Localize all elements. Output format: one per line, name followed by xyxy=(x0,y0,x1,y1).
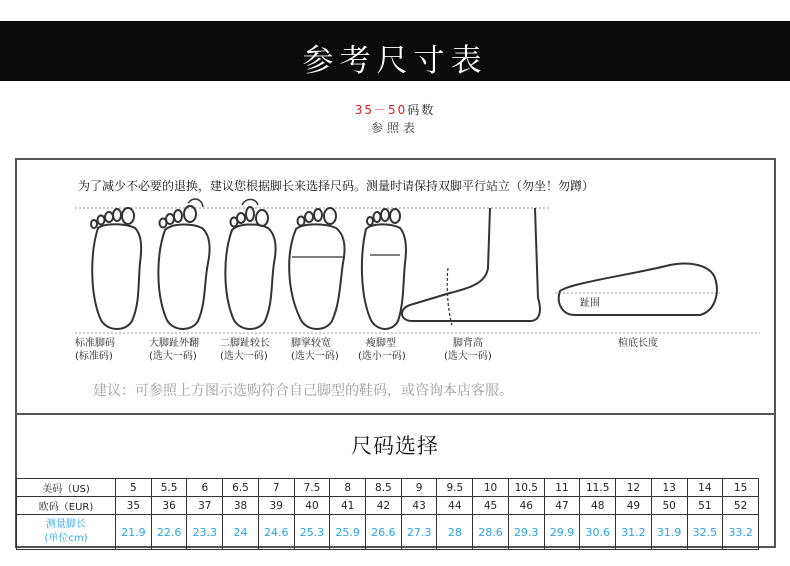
size-cell: 24 xyxy=(223,515,259,550)
size-cell: 48 xyxy=(580,497,616,515)
page-title: 参考尺寸表 xyxy=(302,43,488,79)
size-row-label-text: 欧码（EUR) xyxy=(38,502,94,513)
size-cell: 15 xyxy=(723,479,759,497)
size-cell: 32.5 xyxy=(687,515,723,550)
foot-name-3: 二脚趾较长 xyxy=(220,338,270,349)
size-cell: 22.6 xyxy=(151,515,187,550)
size-cell: 45 xyxy=(473,497,509,515)
foot-advice-3: (选大一码) xyxy=(220,351,268,362)
size-cell: 50 xyxy=(651,497,687,515)
size-cell: 24.6 xyxy=(258,515,294,550)
size-cell: 12 xyxy=(616,479,652,497)
size-cell: 23.3 xyxy=(187,515,223,550)
size-row-label xyxy=(17,515,116,550)
foot-advice-2: (选大一码) xyxy=(149,351,197,362)
length-label: 楦底长度 xyxy=(618,338,658,349)
foot-long-second-toe-icon xyxy=(225,199,275,329)
size-cell: 52 xyxy=(723,497,759,515)
size-cell: 35 xyxy=(116,497,152,515)
size-cell: 33.2 xyxy=(723,515,759,550)
size-cell: 41 xyxy=(330,497,366,515)
size-cell: 31.2 xyxy=(616,515,652,550)
size-cell: 37 xyxy=(187,497,223,515)
size-row-label xyxy=(17,497,116,515)
size-cell: 42 xyxy=(366,497,402,515)
size-cell: 29.9 xyxy=(544,515,580,550)
foot-name-1: 标准脚码 xyxy=(75,338,115,349)
size-table xyxy=(16,478,759,550)
size-cell: 25.9 xyxy=(330,515,366,550)
measure-instruction: 为了减少不必要的退换，建议您根据脚长来选择尺码。测量时请保持双脚平行站立（勿坐！勿蹲） xyxy=(78,179,595,193)
size-cell: 9 xyxy=(401,479,437,497)
size-cell: 11 xyxy=(544,479,580,497)
size-cell: 49 xyxy=(616,497,652,515)
size-cell: 13 xyxy=(651,479,687,497)
size-cell: 6 xyxy=(187,479,223,497)
size-cell: 47 xyxy=(544,497,580,515)
size-row-label xyxy=(17,479,116,497)
size-range-numbers: 35－50 xyxy=(354,103,408,117)
size-cell: 28 xyxy=(437,515,473,550)
size-cell: 43 xyxy=(401,497,437,515)
size-cell: 30.6 xyxy=(580,515,616,550)
size-row-label-text: (单位cm) xyxy=(44,533,88,544)
foot-wide-icon xyxy=(289,208,344,329)
size-cell: 28.6 xyxy=(473,515,509,550)
size-cell: 7.5 xyxy=(294,479,330,497)
size-cell: 44 xyxy=(437,497,473,515)
foot-high-instep-icon xyxy=(402,208,540,325)
purchase-advice: 建议：可参照上方图示选购符合自己脚型的鞋码，或咨询本店客服。 xyxy=(93,383,513,399)
foot-advice-1: (标准码) xyxy=(75,351,113,362)
foot-bunion-icon xyxy=(158,199,209,329)
foot-name-6: 脚背高 xyxy=(453,338,483,349)
size-range xyxy=(0,101,790,118)
size-cell: 5.5 xyxy=(151,479,187,497)
size-cell: 27.3 xyxy=(401,515,437,550)
panel-divider xyxy=(15,413,776,415)
size-cell: 51 xyxy=(687,497,723,515)
size-row-label-text: 美码（US) xyxy=(42,484,90,495)
size-cell: 14 xyxy=(687,479,723,497)
size-cell: 10 xyxy=(473,479,509,497)
size-cell: 8 xyxy=(330,479,366,497)
size-cell: 26.6 xyxy=(366,515,402,550)
size-row-label-text: 测量脚长 xyxy=(46,519,86,530)
foot-advice-5: (选小一码) xyxy=(358,351,406,362)
size-range-suffix: 码数 xyxy=(407,103,436,117)
size-row-len xyxy=(17,515,759,550)
size-cell: 6.5 xyxy=(223,479,259,497)
foot-types-illustration xyxy=(70,193,760,365)
size-cell: 46 xyxy=(508,497,544,515)
foot-name-4: 脚掌较宽 xyxy=(291,338,331,349)
size-cell: 36 xyxy=(151,497,187,515)
size-cell: 39 xyxy=(258,497,294,515)
size-row-eur xyxy=(17,497,759,515)
size-cell: 10.5 xyxy=(508,479,544,497)
title-banner xyxy=(0,21,790,81)
size-range-subtitle: 参照表 xyxy=(370,121,419,135)
foot-name-2: 大脚趾外翻 xyxy=(149,338,199,349)
foot-advice-4: (选大一码) xyxy=(291,351,339,362)
size-row-us xyxy=(17,479,759,497)
foot-standard-icon xyxy=(91,208,141,329)
size-cell: 21.9 xyxy=(116,515,152,550)
size-cell: 40 xyxy=(294,497,330,515)
size-cell: 5 xyxy=(116,479,152,497)
foot-advice-6: (选大一码) xyxy=(444,351,492,362)
size-cell: 9.5 xyxy=(437,479,473,497)
size-cell: 8.5 xyxy=(366,479,402,497)
size-cell: 7 xyxy=(258,479,294,497)
heel-label: 趾围 xyxy=(580,298,600,309)
size-cell: 11.5 xyxy=(580,479,616,497)
size-select-title: 尺码选择 xyxy=(351,434,439,458)
foot-thin-icon xyxy=(362,209,406,329)
foot-name-5: 瘦脚型 xyxy=(366,338,396,349)
size-cell: 38 xyxy=(223,497,259,515)
size-cell: 29.3 xyxy=(508,515,544,550)
size-cell: 31.9 xyxy=(651,515,687,550)
size-cell: 25.3 xyxy=(294,515,330,550)
